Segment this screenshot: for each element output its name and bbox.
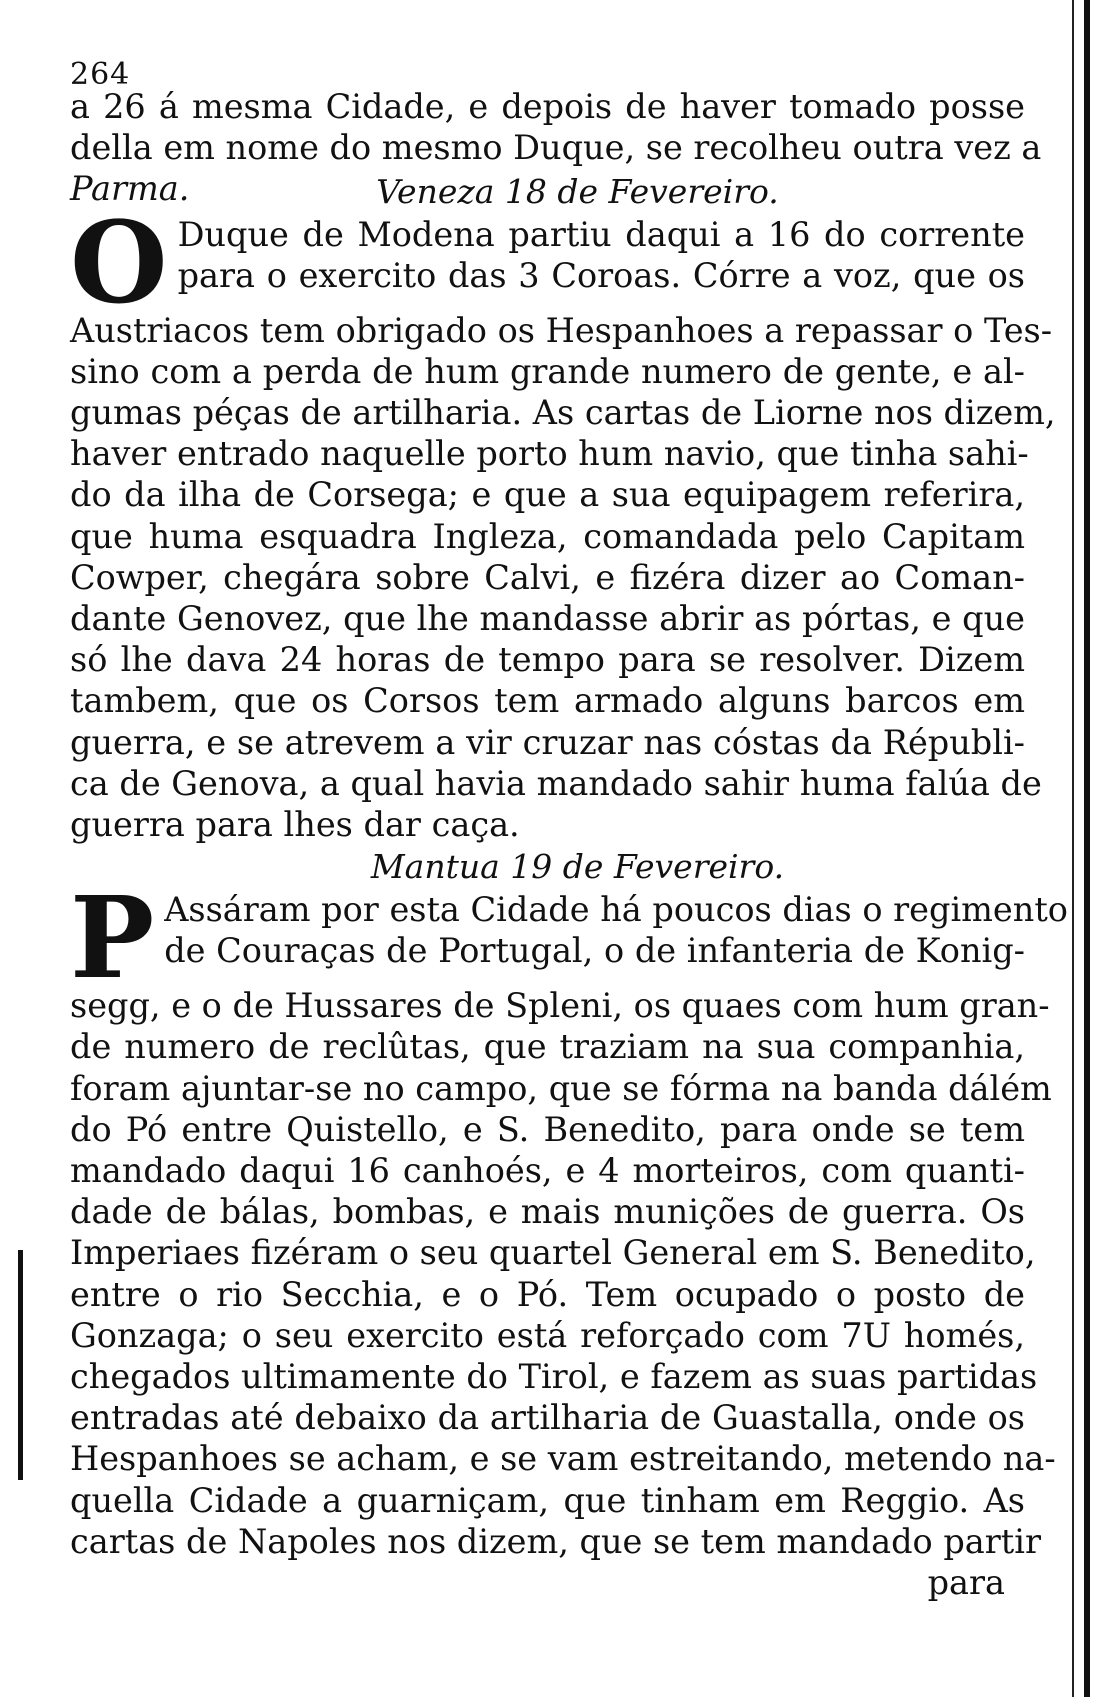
venice-line: para o exercito das 3 Coroas. Córre a voz, que os: [177, 255, 1025, 295]
mantua-line: entre o rio Secchia, e o Pó. Tem ocupado o posto de: [70, 1274, 1025, 1314]
mantua-line: quella Cidade a guarniçam, que tinham em Reggio. As: [70, 1480, 1025, 1520]
venice-dropcap: O: [70, 197, 168, 329]
venice-line: que huma esquadra Ingleza, comandada pelo Capitam: [70, 516, 1025, 556]
intro-line: Parma.: [70, 169, 190, 209]
venice-line: gumas péças de artilharia. As cartas de Liorne nos dizem,: [70, 393, 1056, 433]
right-border-rule: [1084, 0, 1090, 1697]
venice-line: haver entrado naquelle porto hum navio, que tinha sahi-: [70, 434, 1029, 474]
mantua-line: de Couraças de Portugal, o de infanteria de Konig-: [164, 931, 1025, 971]
venice-line: guerra, e se atrevem a vir cruzar nas cóstas da Républi-: [70, 722, 1025, 762]
venice-article: [70, 197, 1056, 846]
venice-line: do da ilha de Corsega; e que a sua equipagem referira,: [70, 475, 1025, 515]
page-number: 264: [70, 57, 131, 92]
mantua-line: Gonzaga; o seu exercito está reforçado com 7U homés,: [70, 1315, 1025, 1355]
venice-line: só lhe dava 24 horas de tempo para se resolver. Dizem: [70, 640, 1025, 680]
mantua-line: mandado daqui 16 canhoés, e 4 morteiros, com quanti-: [70, 1151, 1025, 1191]
mantua-line: cartas de Napoles nos dizem, que se tem mandado partir: [70, 1521, 1041, 1561]
intro-line: della em nome do mesmo Duque, se recolheu outra vez a: [70, 128, 1042, 168]
text-column: [70, 57, 1068, 1603]
mantua-line: Imperiaes fizéram o seu quartel General em S. Benedito,: [70, 1233, 1036, 1273]
venice-line: Austriacos tem obrigado os Hespanhoes a repassar o Tes-: [70, 310, 1053, 350]
left-margin-mark: [18, 1250, 23, 1480]
venice-heading: Veneza 18 de Fevereiro.: [376, 171, 779, 211]
mantua-line: dade de bálas, bombas, e mais munições de guerra. Os: [70, 1192, 1025, 1232]
venice-line: sino com a perda de hum grande numero de gente, e al-: [70, 351, 1025, 391]
venice-line: Duque de Modena partiu daqui a 16 do corrente: [177, 214, 1025, 254]
mantua-line: de numero de reclûtas, que traziam na sua companhia,: [70, 1027, 1025, 1067]
venice-line: ca de Genova, a qual havia mandado sahir huma falúa de: [70, 763, 1042, 803]
mantua-article: [70, 873, 1068, 1603]
venice-line: guerra para lhes dar caça.: [70, 805, 520, 845]
mantua-line: do Pó entre Quistello, e S. Benedito, para onde se tem: [70, 1109, 1025, 1149]
mantua-line: foram ajuntar-se no campo, que se fórma na banda dálém: [70, 1068, 1052, 1108]
mantua-line: Hespanhoes se acham, e se vam estreitando, metendo na-: [70, 1439, 1056, 1479]
intro-line: a 26 á mesma Cidade, e depois de haver tomado posse: [70, 87, 1025, 126]
mantua-line: chegados ultimamente do Tirol, e fazem as suas partidas: [70, 1357, 1038, 1397]
mantua-line: Assáram por esta Cidade há poucos dias o regimento: [164, 890, 1068, 930]
mantua-heading: Mantua 19 de Fevereiro.: [370, 847, 785, 887]
right-inner-rule: [1072, 0, 1074, 1697]
venice-line: dante Genovez, que lhe mandasse abrir as pórtas, e que: [70, 599, 1025, 639]
venice-line: Cowper, chegára sobre Calvi, e fizéra dizer ao Coman-: [70, 557, 1025, 597]
mantua-line: entradas até debaixo da artilharia de Guastalla, onde os: [70, 1398, 1025, 1438]
mantua-dropcap: P: [70, 873, 155, 1005]
mantua-line: segg, e o de Hussares de Spleni, os quaes com hum gran-: [70, 986, 1050, 1026]
venice-line: tambem, que os Corsos tem armado alguns barcos em: [70, 681, 1025, 721]
catchword: para: [927, 1563, 1005, 1603]
